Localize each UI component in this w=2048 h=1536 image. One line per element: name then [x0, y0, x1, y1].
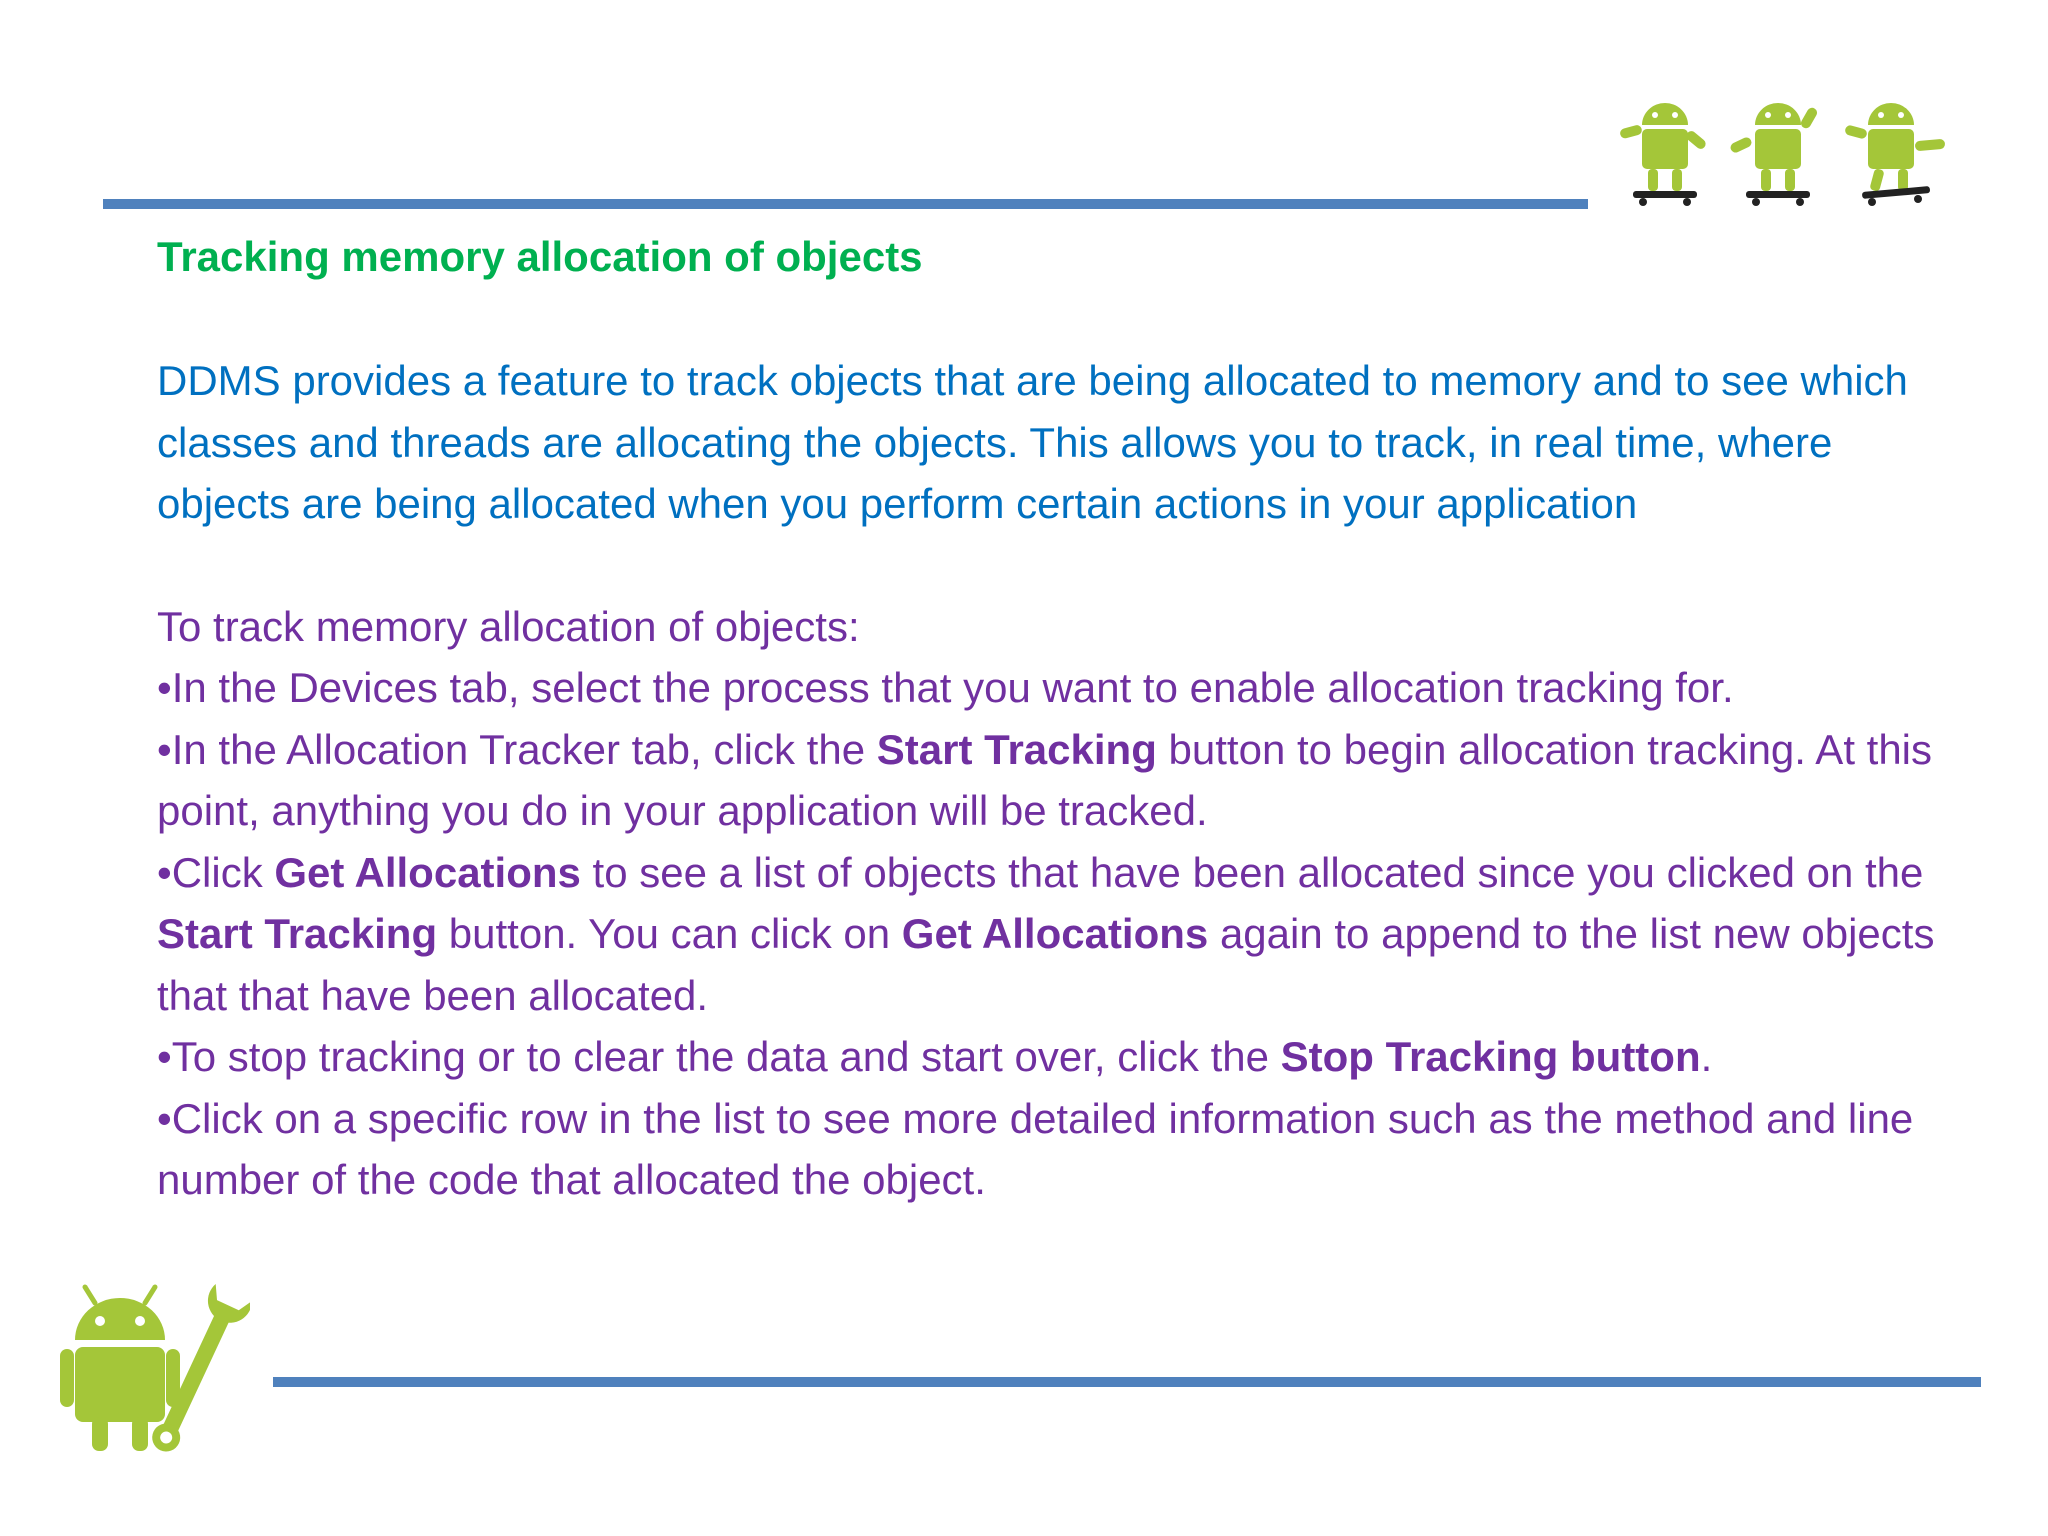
steps-heading: To track memory allocation of objects:	[157, 602, 860, 650]
bullet-icon: •	[157, 1094, 172, 1142]
intro-paragraph: DDMS provides a feature to track objects that are being allocated to memory and to see which classes and threads are allocating the objects. This allows you to track, in real time, where objects are being allocated when you perform certain actions in your application	[157, 357, 1908, 527]
step-text: In the Devices tab, select the process that you want to enable allocation tracking for.	[171, 664, 1734, 711]
list-item	[157, 1088, 1967, 1211]
android-robot-2-icon	[1729, 103, 1819, 206]
android-robot-3-icon	[1844, 103, 1945, 206]
list-item	[157, 842, 1967, 1027]
bullet-icon: •	[157, 848, 172, 896]
step-text: button. You can click on	[437, 910, 902, 957]
step-emphasis: Start Tracking	[157, 910, 438, 957]
step-emphasis: Start Tracking	[876, 725, 1157, 773]
step-text: .	[1700, 1033, 1713, 1080]
bullet-icon: •	[157, 664, 172, 711]
step-text: again to append to the list new objects that that have been allocated.	[157, 910, 1935, 1019]
bottom-divider-line	[273, 1377, 1981, 1387]
android-robot-1-icon	[1619, 103, 1708, 206]
step-text: Click on a specific row in the list to see more detailed information such as the method and line number of the code that allocated the object.	[157, 1094, 1914, 1203]
bullet-icon: •	[157, 1033, 172, 1080]
step-text: to see a list of objects that have been allocated since you clicked on the	[580, 848, 1924, 896]
list-item	[157, 719, 1967, 842]
step-text: To stop tracking or to clear the data and start over, click the	[171, 1033, 1281, 1080]
list-item	[157, 1026, 1967, 1088]
slide-content	[157, 230, 1967, 1211]
top-divider-line	[103, 199, 1588, 209]
step-text: In the Allocation Tracker tab, click the	[171, 725, 877, 773]
step-text: button to begin allocation tracking. At this point, anything you do in your application will be tracked.	[157, 725, 1933, 834]
android-skateboard-robots-icon	[1600, 85, 1980, 220]
step-emphasis: Get Allocations	[901, 910, 1209, 957]
bullet-icon: •	[157, 725, 172, 773]
android-wrench-robot-icon	[60, 1265, 250, 1465]
list-item	[157, 657, 1967, 719]
step-emphasis: Get Allocations	[274, 848, 581, 896]
slide-title: Tracking memory allocation of objects	[157, 233, 923, 280]
steps-list	[157, 657, 1967, 1211]
step-text: Click	[171, 848, 275, 896]
step-emphasis: Stop Tracking button	[1280, 1033, 1701, 1080]
